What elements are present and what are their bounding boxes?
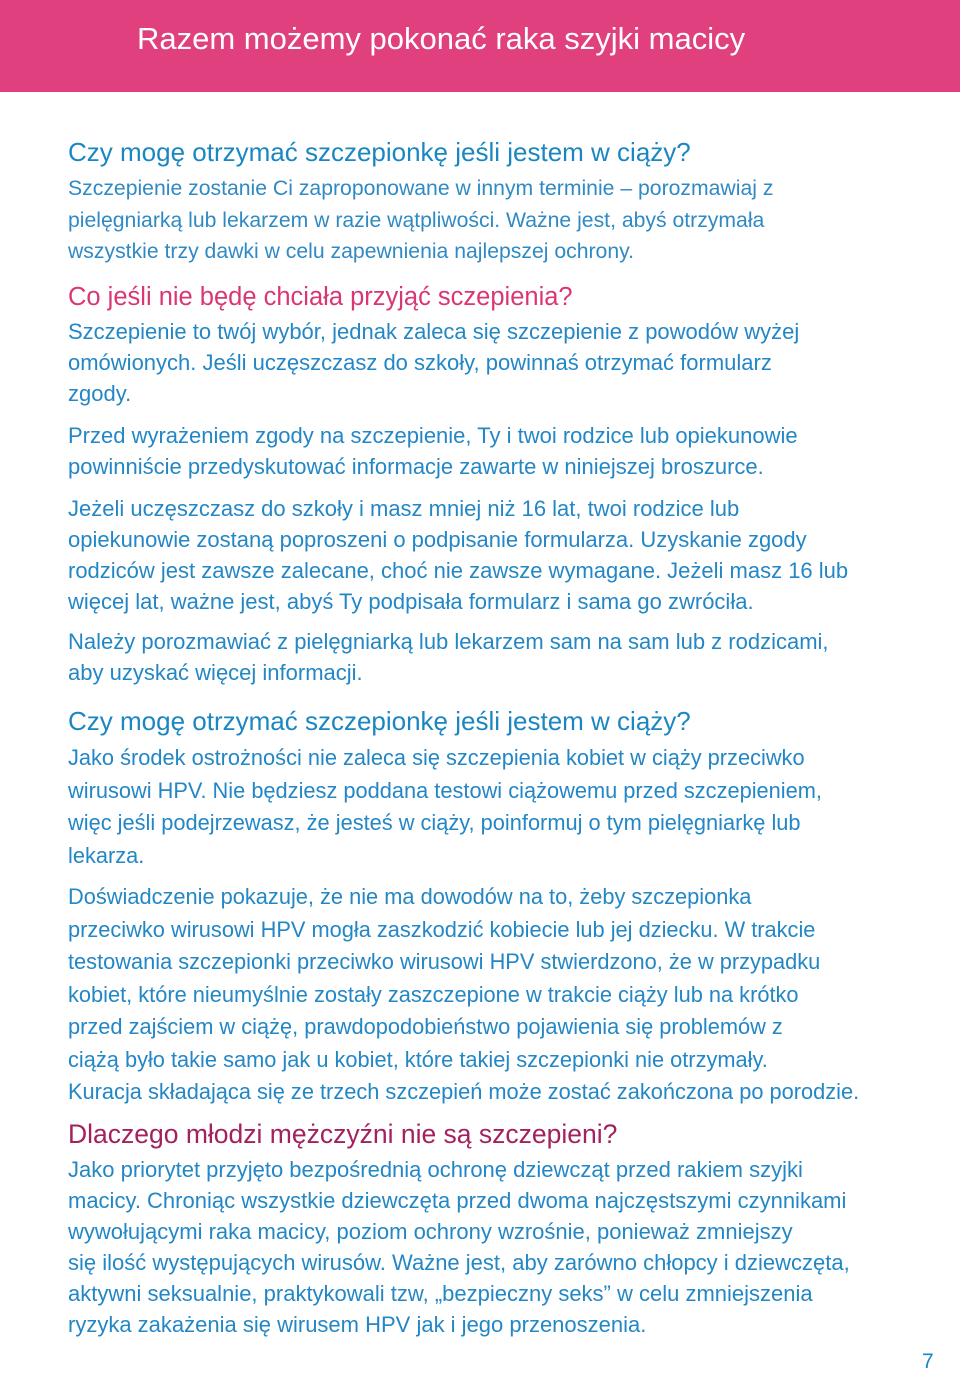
paragraph-talk-nurse: Należy porozmawiać z pielęgniarką lub lekarzem sam na sam lub z rodzicami, aby uzyskać więcej informacji. bbox=[68, 629, 829, 685]
header-title: Razem możemy pokonać raka szyjki macicy bbox=[137, 21, 746, 56]
paragraph-pregnancy-schedule: Szczepienie zostanie Ci zaproponowane w innym terminie – porozmawiaj z pielęgniarką lub lekarzem w razie wątpliwości. Ważne jest, abyś otrzymała wszystkie trzy dawki w celu zapewnienia najlepszej ochrony. bbox=[68, 177, 774, 263]
section-heading-refusal: Co jeśli nie będę chciała przyjąć sczepienia? bbox=[68, 283, 573, 311]
paragraph-precaution: Jako środek ostrożności nie zaleca się szczepienia kobiet w ciąży przeciwko wirusowi HPV. Nie będziesz poddana testowi ciążowemu przed szczepieniem, więc jeśli podejrzewasz, że jesteś w ciąży, poinformuj o tym pielęgniarkę lub lekarza. bbox=[68, 745, 822, 868]
paragraph-choice: Szczepienie to twój wybór, jednak zaleca się szczepienie z powodów wyżej omówionych. Jeśli uczęszczasz do szkoły, powinnaś otrzymać formularz zgody. bbox=[68, 319, 800, 406]
header-banner bbox=[0, 0, 960, 92]
page-number: 7 bbox=[922, 1350, 934, 1373]
paragraph-experience: Doświadczenie pokazuje, że nie ma dowodów na to, żeby szczepionka przeciwko wirusowi HPV mogła zaszkodzić kobiecie lub jej dziecku. W trakcie testowania szczepionki przeciwko wirusowi HPV stwierdzono, że w przypadku kobiet, które nieumyślnie zostały zaszczepione w trakcie ciąży lub na krótko przed zajściem w ciążę, prawdopodobieństwo pojawienia się problemów z ciążą było takie samo jak u kobiet, które takiej szczepionki nie otrzymały. Kuracja składająca się ze trzech szczepień może zostać zakończona po porodzie. bbox=[68, 884, 860, 1104]
section-heading-pregnancy-2: Czy mogę otrzymać szczepionkę jeśli jestem w ciąży? bbox=[68, 706, 691, 736]
paragraph-priority: Jako priorytet przyjęto bezpośrednią ochronę dziewcząt przed rakiem szyjki macicy. Chroniąc wszystkie dziewczęta przed dwoma najczęstszymi czynnikami wywołującymi raka macicy, poziom ochrony wzrośnie, ponieważ zmniejszy się ilość występujących wirusów. Ważne jest, aby zarówno chłopcy i dziewczęta, aktywni seksualnie, praktykowali tzw, „bezpieczny seks” w celu zmniejszenia ryzyka zakażenia się wirusem HPV jak i jego przenoszenia. bbox=[68, 1157, 850, 1337]
paragraph-consent-form: Jeżeli uczęszczasz do szkoły i masz mniej niż 16 lat, twoi rodzice lub opiekunowie zostaną poproszeni o podpisanie formularza. Uzyskanie zgody rodziców jest zawsze zalecane, choć nie zawsze wymagane. Jeżeli masz 16 lub więcej lat, ważne jest, abyś Ty podpisała formularz i sama go zwróciła. bbox=[68, 496, 849, 614]
section-heading-pregnancy: Czy mogę otrzymać szczepionkę jeśli jestem w ciąży? bbox=[68, 137, 691, 167]
section-heading-young-men: Dlaczego młodzi mężczyźni nie są szczepieni? bbox=[68, 1119, 618, 1149]
paragraph-discuss: Przed wyrażeniem zgody na szczepienie, Ty i twoi rodzice lub opiekunowie powinniście przedyskutować informacje zawarte w niniejszej broszurce. bbox=[68, 423, 798, 479]
